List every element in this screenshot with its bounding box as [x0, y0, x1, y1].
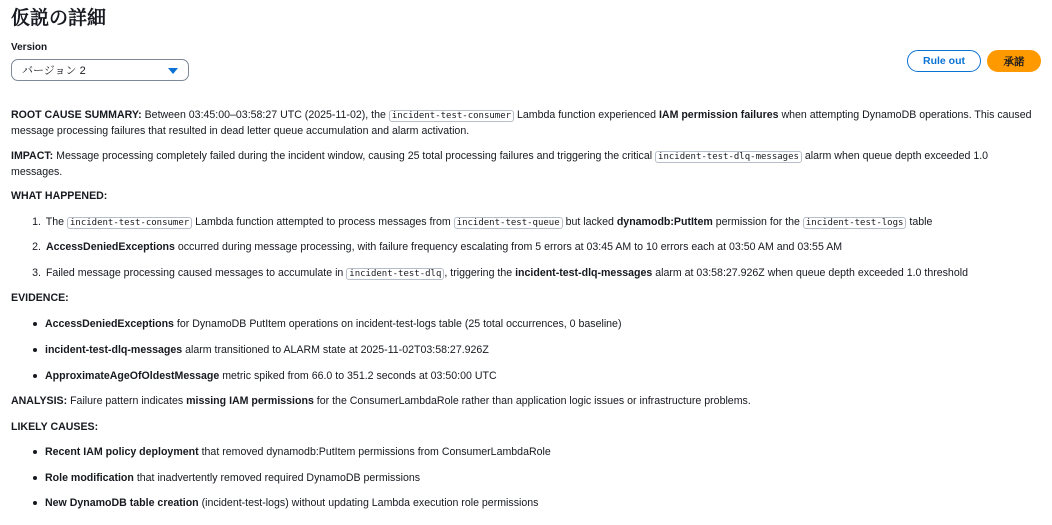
list-item — [11, 445, 1039, 460]
page-title: 仮説の詳細 — [11, 8, 107, 29]
bold-text: IAM permission failures — [658, 109, 779, 121]
text: metric spiked from 66.0 to 351.2 seconds at 03:50:00 UTC — [222, 370, 497, 382]
bullet-icon — [33, 348, 37, 352]
text: alarm at 03:58:27.926Z when queue depth exceeded 1.0 threshold — [655, 267, 968, 279]
code-alarm-name: incident-test-dlq-messages — [655, 151, 802, 163]
text: occurred during message processing, with failure frequency escalating from 5 errors at 03:45 AM to 10 errors each at 03:50 AM and 03:55 AM — [177, 241, 843, 253]
impact-heading: IMPACT: — [11, 150, 54, 162]
text: Failed message processing caused messages to accumulate in — [45, 267, 344, 279]
code-lambda-name: incident-test-consumer — [67, 217, 192, 229]
bullet-icon — [33, 450, 37, 454]
impact-section — [11, 149, 1039, 180]
text: but lacked — [565, 216, 614, 228]
list-item — [11, 471, 1039, 486]
bold-text: missing IAM permissions — [186, 395, 314, 407]
text: message processing failures that resulted in dead letter queue accumulation and alarm activation. — [11, 125, 470, 137]
bullet-icon — [33, 374, 37, 378]
heading-text: WHAT HAPPENED: — [11, 190, 108, 202]
text: for the ConsumerLambdaRole rather than application logic issues or infrastructure problems. — [316, 395, 751, 407]
text: , triggering the — [444, 267, 513, 279]
evidence-heading — [11, 291, 1039, 306]
bold-text: ApproximateAgeOfOldestMessage — [45, 370, 220, 382]
list-number: 3. — [32, 267, 41, 279]
bullet-icon — [33, 476, 37, 480]
caret-down-icon — [168, 68, 178, 74]
text: Lambda function experienced — [517, 109, 657, 121]
text: permission for the — [715, 216, 800, 228]
approve-button[interactable]: 承諾 — [987, 50, 1041, 72]
bold-text: incident-test-dlq-messages — [45, 344, 183, 356]
text: Failure pattern indicates — [70, 395, 184, 407]
text: table — [909, 216, 933, 228]
version-select[interactable] — [11, 59, 189, 81]
text: when attempting DynamoDB operations. This caused — [781, 109, 1032, 121]
version-select-value: バージョン 2 — [22, 65, 86, 77]
code-dlq-name: incident-test-dlq — [346, 268, 444, 280]
text: that removed dynamodb:PutItem permissions from ConsumerLambdaRole — [201, 446, 551, 458]
text: alarm transitioned to ALARM state at 2025-11-02T03:58:27.926Z — [185, 344, 489, 356]
bold-text: New DynamoDB table creation — [45, 497, 199, 509]
code-table-name: incident-test-logs — [803, 217, 907, 229]
bullet-icon — [33, 322, 37, 326]
root-cause-heading: ROOT CAUSE SUMMARY: — [11, 109, 142, 121]
list-item — [11, 369, 1039, 384]
code-queue-name: incident-test-queue — [454, 217, 563, 229]
bold-text: AccessDeniedExceptions — [45, 241, 175, 253]
analysis-heading: ANALYSIS: — [11, 395, 68, 407]
list-item — [11, 343, 1039, 358]
list-number: 2. — [32, 241, 41, 253]
heading-text: EVIDENCE: — [11, 292, 69, 304]
heading-text: LIKELY CAUSES: — [11, 421, 99, 433]
root-cause-summary — [11, 108, 1039, 139]
what-happened-heading — [11, 189, 1039, 204]
list-item — [11, 496, 1039, 511]
bullet-icon — [33, 501, 37, 505]
bold-text: incident-test-dlq-messages — [515, 267, 653, 279]
list-item — [11, 266, 1039, 282]
version-label: Version — [11, 42, 48, 53]
text: (incident-test-logs) without updating Lambda execution role permissions — [201, 497, 539, 509]
text: alarm when queue depth exceeded 1.0 — [804, 150, 989, 162]
list-item — [11, 215, 1039, 231]
code-lambda-name: incident-test-consumer — [389, 110, 514, 122]
rule-out-button[interactable]: Rule out — [907, 50, 981, 72]
likely-causes-heading — [11, 420, 1039, 435]
text: Message processing completely failed during the incident window, causing 25 total processing failures and triggering the critical — [56, 150, 653, 162]
text: Lambda function attempted to process messages from — [195, 216, 451, 228]
text: The — [45, 216, 65, 228]
analysis-section — [11, 394, 1039, 409]
list-item — [11, 240, 1039, 255]
bold-text: AccessDeniedExceptions — [45, 318, 174, 330]
text: messages. — [11, 166, 63, 178]
text: Between 03:45:00–03:58:27 UTC (2025-11-02), the — [144, 109, 386, 121]
text: that inadvertently removed required DynamoDB permissions — [136, 472, 421, 484]
bold-text: dynamodb:PutItem — [616, 216, 713, 228]
list-item — [11, 317, 1039, 332]
bold-text: Recent IAM policy deployment — [45, 446, 199, 458]
list-number: 1. — [32, 216, 41, 228]
text: for DynamoDB PutItem operations on incident-test-logs table (25 total occurrences, 0 baseline) — [176, 318, 622, 330]
bold-text: Role modification — [45, 472, 134, 484]
